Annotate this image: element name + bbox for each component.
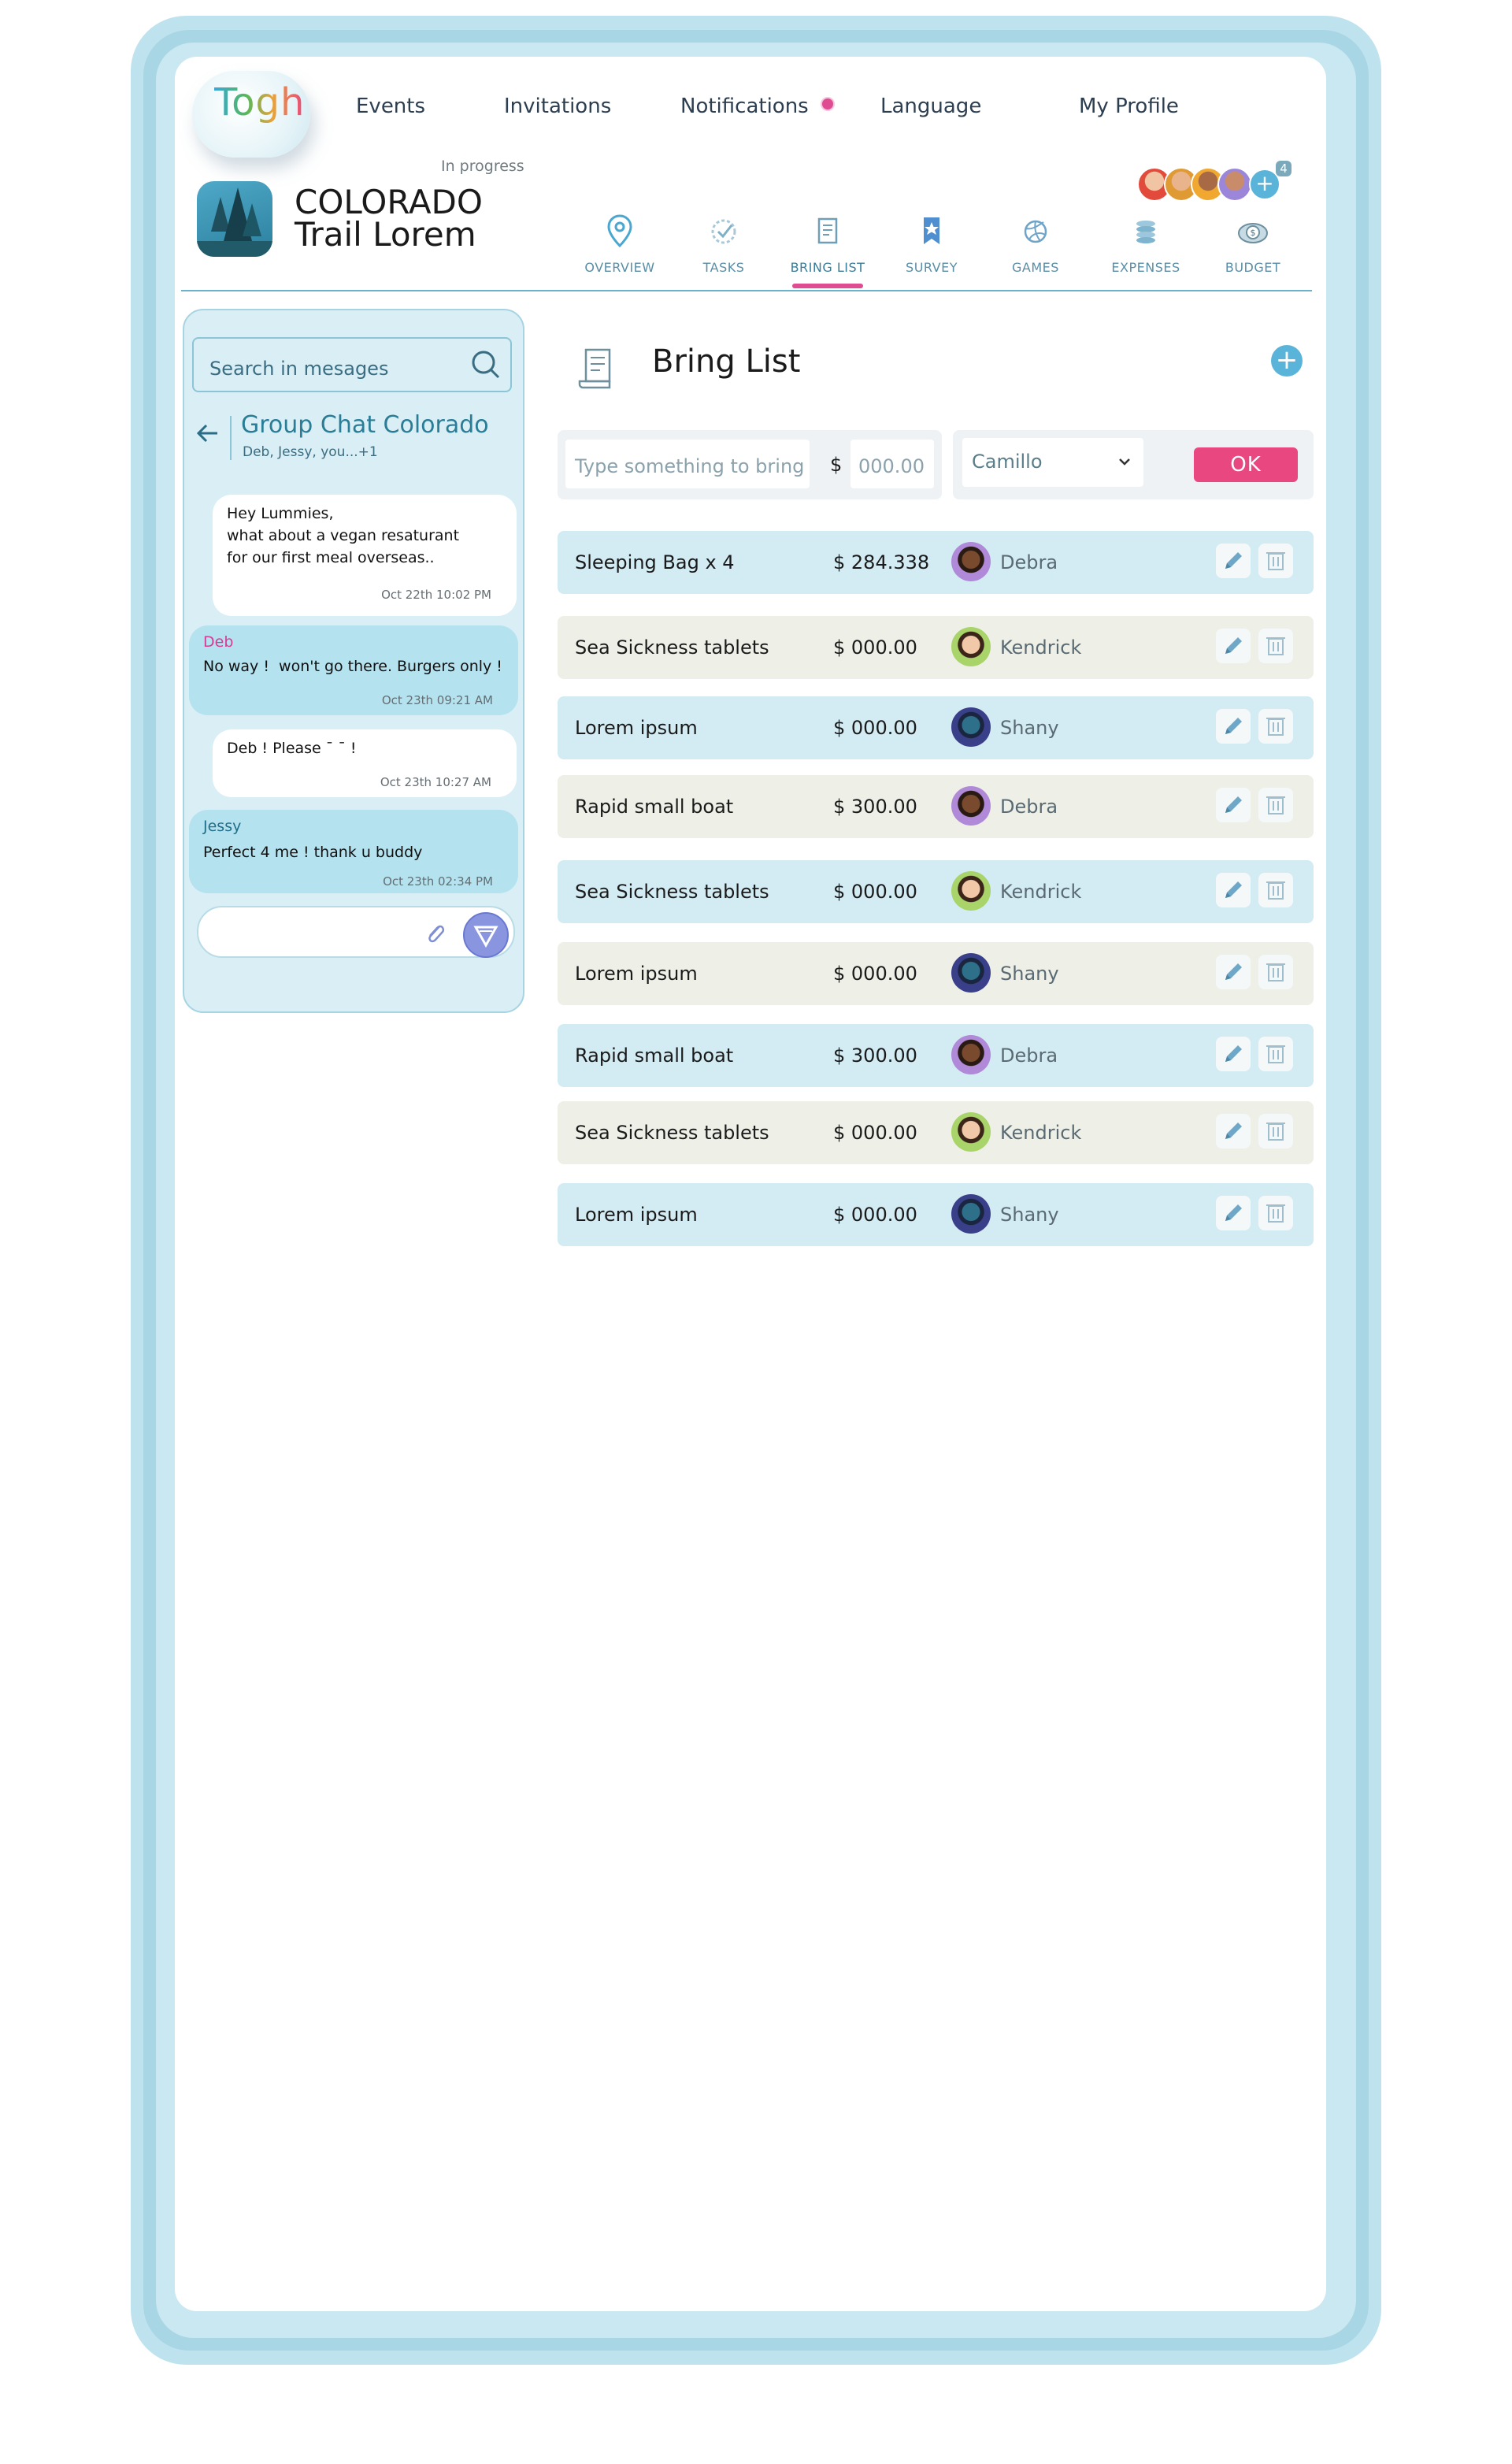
back-arrow-icon[interactable] bbox=[195, 421, 220, 446]
assignee-name: Debra bbox=[1000, 796, 1058, 818]
assignee-avatar[interactable] bbox=[951, 786, 991, 826]
header-divider bbox=[181, 290, 1312, 291]
delete-button[interactable] bbox=[1258, 788, 1293, 822]
search-input[interactable] bbox=[192, 337, 512, 392]
paperclip-icon[interactable] bbox=[422, 920, 449, 947]
new-item-form bbox=[558, 430, 942, 499]
assignee-avatar[interactable] bbox=[951, 542, 991, 581]
item-name: Sea Sickness tablets bbox=[575, 636, 769, 659]
pencil-icon bbox=[1216, 1114, 1251, 1149]
assignee-name: Kendrick bbox=[1000, 881, 1082, 903]
item-name: Lorem ipsum bbox=[575, 1204, 698, 1226]
trash-icon bbox=[1258, 1114, 1293, 1149]
nav-language[interactable]: Language bbox=[880, 95, 982, 118]
bring-list-row[interactable] bbox=[558, 775, 1314, 838]
title-divider bbox=[230, 416, 232, 460]
item-price: $ 000.00 bbox=[833, 1204, 917, 1226]
trash-icon bbox=[1258, 955, 1293, 989]
trip-tabs bbox=[569, 211, 1326, 290]
map-pin-icon bbox=[604, 211, 636, 252]
item-name: Rapid small boat bbox=[575, 1045, 734, 1067]
chat-message: Jessy Perfect 4 me ! thank u buddy Oct 23th 02:34 PM bbox=[189, 810, 518, 893]
search-placeholder: Search in mesages bbox=[209, 358, 389, 380]
edit-button[interactable] bbox=[1216, 629, 1251, 663]
tab-games[interactable]: GAMES bbox=[984, 211, 1087, 275]
tab-expenses[interactable]: EXPENSES bbox=[1095, 211, 1197, 275]
bring-list-row[interactable] bbox=[558, 531, 1314, 594]
trash-icon bbox=[1258, 544, 1293, 578]
delete-button[interactable] bbox=[1258, 1114, 1293, 1149]
bring-list-row[interactable] bbox=[558, 1101, 1314, 1164]
pencil-icon bbox=[1216, 788, 1251, 822]
item-name: Rapid small boat bbox=[575, 796, 734, 818]
item-price: $ 000.00 bbox=[833, 1122, 917, 1144]
trash-icon bbox=[1258, 629, 1293, 663]
chevron-down-icon bbox=[1117, 457, 1132, 468]
bring-list-row[interactable] bbox=[558, 696, 1314, 759]
tab-bring-list[interactable]: BRING LIST bbox=[776, 211, 879, 275]
assignee-avatar[interactable] bbox=[951, 627, 991, 666]
nav-invitations[interactable]: Invitations bbox=[504, 95, 612, 118]
assignee-name: Shany bbox=[1000, 963, 1059, 985]
assign-form bbox=[953, 430, 1314, 499]
item-name-input[interactable]: Type something to bring bbox=[565, 440, 810, 488]
trash-icon bbox=[1258, 1037, 1293, 1071]
assignee-avatar[interactable] bbox=[951, 707, 991, 747]
edit-button[interactable] bbox=[1216, 955, 1251, 989]
nav-notifications[interactable]: Notifications bbox=[680, 95, 809, 118]
chat-message: Hey Lummies, what about a vegan resaturant for our first meal overseas.. Oct 22th 10:02 PM bbox=[213, 495, 517, 616]
delete-button[interactable] bbox=[1258, 629, 1293, 663]
add-item-button[interactable]: + bbox=[1271, 345, 1303, 377]
delete-button[interactable] bbox=[1258, 544, 1293, 578]
chat-message: Deb ! Please ¯ ¯ ! Oct 23th 10:27 AM bbox=[213, 729, 517, 797]
ball-icon bbox=[1020, 211, 1051, 252]
participants-count-badge: 4 bbox=[1276, 161, 1292, 176]
trip-title: COLORADO bbox=[295, 183, 483, 221]
item-price: $ 000.00 bbox=[833, 717, 917, 739]
pencil-icon bbox=[1216, 1037, 1251, 1071]
item-name: Lorem ipsum bbox=[575, 963, 698, 985]
assignee-name: Debra bbox=[1000, 1045, 1058, 1067]
edit-button[interactable] bbox=[1216, 788, 1251, 822]
tab-budget[interactable]: $ BUDGET bbox=[1202, 211, 1304, 275]
tasks-icon bbox=[708, 211, 739, 252]
message-input[interactable] bbox=[197, 906, 515, 958]
money-dish-icon bbox=[1237, 211, 1269, 252]
survey-bookmark-icon bbox=[916, 211, 947, 252]
bring-list-row[interactable] bbox=[558, 860, 1314, 923]
item-name: Lorem ipsum bbox=[575, 717, 698, 739]
delete-button[interactable] bbox=[1258, 955, 1293, 989]
trip-image bbox=[197, 181, 272, 257]
page-title: Bring List bbox=[652, 343, 801, 380]
delete-button[interactable] bbox=[1258, 1037, 1293, 1071]
pencil-icon bbox=[1216, 709, 1251, 744]
receipt-icon bbox=[812, 211, 843, 252]
delete-button[interactable] bbox=[1258, 873, 1293, 907]
edit-button[interactable] bbox=[1216, 1196, 1251, 1230]
currency-label: $ bbox=[830, 454, 843, 476]
assignee-name: Kendrick bbox=[1000, 1122, 1082, 1144]
item-price: $ 284.338 bbox=[833, 551, 930, 573]
bring-list-row[interactable] bbox=[558, 1183, 1314, 1246]
edit-button[interactable] bbox=[1216, 1037, 1251, 1071]
delete-button[interactable] bbox=[1258, 1196, 1293, 1230]
chat-message: Deb No way ! won't go there. Burgers only ! Oct 23th 09:21 AM bbox=[189, 625, 518, 715]
tab-survey[interactable]: SURVEY bbox=[880, 211, 983, 275]
bring-list-icon bbox=[575, 345, 619, 392]
assignee-select[interactable]: Camillo bbox=[962, 438, 1143, 487]
pencil-icon bbox=[1216, 629, 1251, 663]
chat-panel bbox=[183, 309, 524, 1013]
trash-icon bbox=[1258, 1196, 1293, 1230]
assignee-avatar[interactable] bbox=[951, 871, 991, 911]
assignee-avatar[interactable] bbox=[951, 953, 991, 993]
item-name: Sea Sickness tablets bbox=[575, 1122, 769, 1144]
trip-status: In progress bbox=[441, 158, 524, 175]
nav-events[interactable]: Events bbox=[356, 95, 426, 118]
pencil-icon bbox=[1216, 1196, 1251, 1230]
price-input[interactable]: 000.00 bbox=[850, 440, 934, 488]
assignee-name: Shany bbox=[1000, 717, 1059, 739]
active-tab-indicator bbox=[792, 284, 863, 288]
edit-button[interactable] bbox=[1216, 1114, 1251, 1149]
assignee-avatar[interactable] bbox=[951, 1194, 991, 1234]
edit-button[interactable] bbox=[1216, 544, 1251, 578]
participants[interactable] bbox=[1137, 161, 1288, 202]
bring-list-row[interactable] bbox=[558, 616, 1314, 679]
nav-my-profile[interactable]: My Profile bbox=[1079, 95, 1179, 118]
app-screen bbox=[175, 57, 1326, 2311]
edit-button[interactable] bbox=[1216, 709, 1251, 744]
pencil-icon bbox=[1216, 873, 1251, 907]
trash-icon bbox=[1258, 709, 1293, 744]
tab-overview[interactable]: OVERVIEW bbox=[569, 211, 671, 275]
item-name: Sleeping Bag x 4 bbox=[575, 551, 735, 573]
chat-title: Group Chat Colorado bbox=[241, 411, 489, 439]
item-price: $ 000.00 bbox=[833, 881, 917, 903]
assignee-avatar[interactable] bbox=[951, 1035, 991, 1074]
assignee-name: Kendrick bbox=[1000, 636, 1082, 659]
edit-button[interactable] bbox=[1216, 873, 1251, 907]
ok-button[interactable]: OK bbox=[1194, 447, 1298, 482]
trip-subtitle: Trail Lorem bbox=[295, 215, 476, 254]
bring-list-row[interactable] bbox=[558, 942, 1314, 1005]
delete-button[interactable] bbox=[1258, 709, 1293, 744]
item-price: $ 300.00 bbox=[833, 1045, 917, 1067]
assignee-name: Shany bbox=[1000, 1204, 1059, 1226]
add-participant-button[interactable]: + bbox=[1249, 169, 1280, 200]
bring-list-row[interactable] bbox=[558, 1024, 1314, 1087]
item-price: $ 000.00 bbox=[833, 963, 917, 985]
send-icon bbox=[465, 914, 507, 956]
send-button[interactable] bbox=[463, 912, 509, 958]
chat-members: Deb, Jessy, you...+1 bbox=[243, 444, 378, 460]
item-price: $ 000.00 bbox=[833, 636, 917, 659]
assignee-name: Debra bbox=[1000, 551, 1058, 573]
notification-dot bbox=[821, 97, 835, 111]
avatar[interactable] bbox=[1217, 167, 1252, 202]
trash-icon bbox=[1258, 873, 1293, 907]
pencil-icon bbox=[1216, 955, 1251, 989]
trash-icon bbox=[1258, 788, 1293, 822]
item-name: Sea Sickness tablets bbox=[575, 881, 769, 903]
coins-icon bbox=[1130, 211, 1162, 252]
pencil-icon bbox=[1216, 544, 1251, 578]
assignee-avatar[interactable] bbox=[951, 1112, 991, 1152]
search-icon[interactable] bbox=[469, 348, 502, 381]
forest-icon bbox=[197, 181, 272, 257]
tab-tasks[interactable]: TASKS bbox=[673, 211, 775, 275]
item-price: $ 300.00 bbox=[833, 796, 917, 818]
svg-text:$: $ bbox=[1250, 228, 1256, 238]
app-logo[interactable]: Togh bbox=[214, 80, 306, 124]
